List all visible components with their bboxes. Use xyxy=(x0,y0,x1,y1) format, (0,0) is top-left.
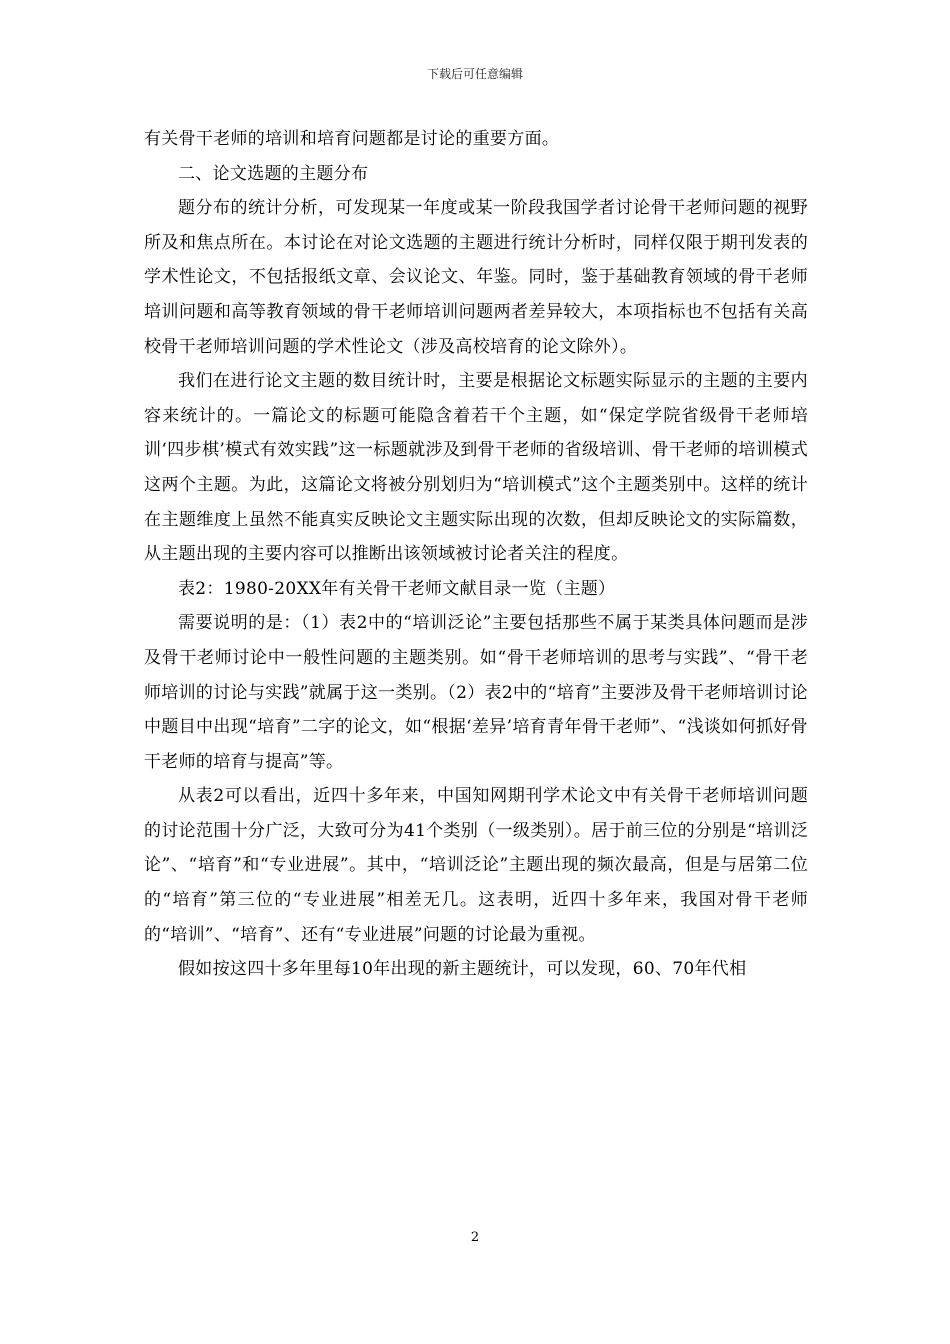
paragraph: 从表2可以看出，近四十多年来，中国知网期刊学术论文中有关骨干老师培训问题的讨论范围十分广泛，大致可分为41个类别（一级类别）。居于前三位的分别是“培训泛论”、“培育”和“专业进展”。其中，“培训泛论”主题出现的频次最高，但是与居第二位的“培育”第三位的“专业进展”相差无几。这表明，近四十多年来，我国对骨干老师的“培训”、“培育”、还有“专业进展”问题的讨论最为重视。 xyxy=(144,786,808,945)
page-header-note: 下载后可任意编辑 xyxy=(426,67,523,81)
paragraph: 我们在进行论文主题的数目统计时，主要是根据论文标题实际显示的主题的主要内容来统计的。一篇论文的标题可能隐含着若干个主题，如“保定学院省级骨干老师培训‘四步棋’模式有效实践”这一标题就涉及到骨干老师的省级培训、骨干老师的培训模式这两个主题。为此，这篇论文将被分别划归为“培训模式”这个主题类别中。这样的统计在主题维度上虽然不能真实反映论文主题实际出现的次数，但却反映论文的实际篇数，从主题出现的主要内容可以推断出该领域被讨论者关注的程度。 xyxy=(144,371,808,565)
page-number: 2 xyxy=(470,1230,480,1245)
paragraph: 需要说明的是：（1）表2中的“培训泛论”主要包括那些不属于某类具体问题而是涉及骨干老师讨论中一般性问题的主题类别。如“骨干老师培训的思考与实践”、“骨干老师培训的讨论与实践”就属于这一类别。（2）表2中的“培育”主要涉及骨干老师培训讨论中题目中出现“培育”二字的论文，如“根据‘差异’培育青年骨干老师”、“浅谈如何抓好骨干老师的培育与提高”等。 xyxy=(144,613,808,772)
table-caption: 表2：1980-20XX年有关骨干老师文献目录一览（主题） xyxy=(178,578,616,599)
paragraph: 假如按这四十多年里每10年出现的新主题统计，可以发现，60、70年代相 xyxy=(178,959,747,980)
document-body xyxy=(144,122,808,987)
paragraph-continuation: 有关骨干老师的培训和培育问题都是讨论的重要方面。 xyxy=(144,129,560,149)
section-heading: 二、论文选题的主题分布 xyxy=(178,163,369,184)
paragraph: 题分布的统计分析，可发现某一年度或某一阶段我国学者讨论骨干老师问题的视野所及和焦点所在。本讨论在对论文选题的主题进行统计分析时，同样仅限于期刊发表的学术性论文，不包括报纸文章、会议论文、年鉴。同时，鉴于基础教育领域的骨干老师培训问题和高等教育领域的骨干老师培训问题两者差异较大，本项指标也不包括有关高校骨干老师培训问题的学术性论文（涉及高校培育的论文除外）。 xyxy=(144,198,808,357)
